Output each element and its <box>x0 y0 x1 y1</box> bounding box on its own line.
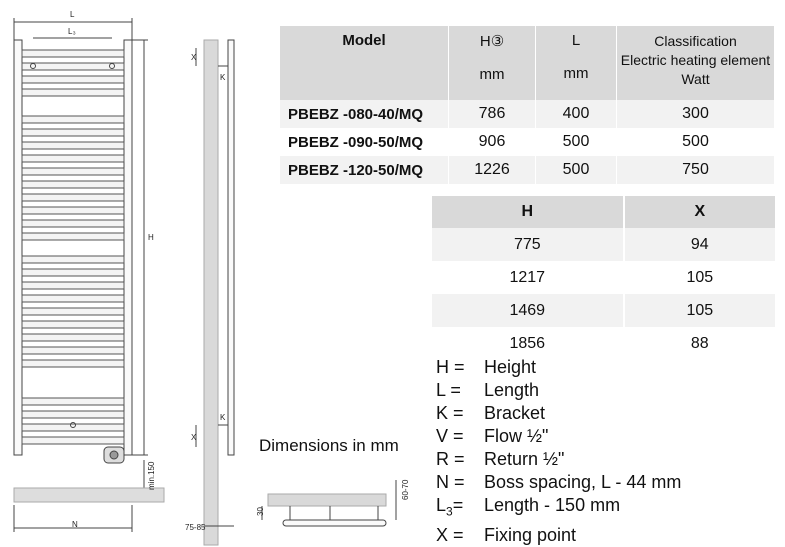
top-view <box>262 480 396 526</box>
legend-key-letter: N <box>436 472 449 492</box>
header-classification-1: Classification <box>654 33 737 49</box>
legend-item <box>436 379 681 402</box>
side-view <box>196 40 234 545</box>
radiator-bar <box>22 129 124 136</box>
radiator-bar <box>22 437 124 444</box>
header-h <box>449 26 536 100</box>
legend-key: H = <box>436 357 465 377</box>
cell-h: 906 <box>449 128 536 156</box>
cell-model: PBEBZ -120-50/MQ <box>280 156 449 184</box>
cell-l: 400 <box>536 100 617 128</box>
cell-x: 105 <box>624 294 776 327</box>
radiator-bar <box>22 181 124 188</box>
legend-key-letter: K <box>436 403 449 423</box>
radiator-bar <box>22 334 124 341</box>
cell-l: 500 <box>536 128 617 156</box>
dim-6070-label: 60-70 <box>401 479 410 500</box>
legend-item <box>436 471 681 494</box>
cell-h: 786 <box>449 100 536 128</box>
cell-h: 1856 <box>432 327 624 360</box>
cell-h: 1469 <box>432 294 624 327</box>
legend-key-letter: X <box>436 524 449 545</box>
radiator-bar <box>22 142 124 149</box>
header-l-unit: mm <box>563 65 589 82</box>
cell-x: 88 <box>624 327 776 360</box>
legend <box>436 356 681 547</box>
legend-key: L = <box>436 380 461 400</box>
legend-key-letter: L <box>436 380 446 400</box>
legend-item <box>436 494 681 524</box>
bracket-K-top-label: K <box>220 73 226 82</box>
legend-key-subscript: 3 <box>446 504 453 519</box>
table-row <box>280 100 775 128</box>
header-x: X <box>624 196 776 228</box>
legend-text: Boss spacing, L - 44 mm <box>484 472 682 492</box>
header-h: H <box>432 196 624 228</box>
dim-X-top-label: X <box>191 53 197 62</box>
radiator-bar <box>22 207 124 214</box>
dim-H-label: H <box>148 233 154 242</box>
header-classification <box>617 26 775 100</box>
legend-text: Fixing point <box>484 524 577 545</box>
legend-item <box>436 524 681 547</box>
header-l-label: L <box>571 32 581 49</box>
legend-text: Return ½" <box>484 449 565 469</box>
cell-watt: 750 <box>617 156 775 184</box>
spec-table <box>280 26 775 184</box>
radiator-bar <box>22 155 124 162</box>
legend-text: Bracket <box>484 403 546 423</box>
legend-key: N = <box>436 472 465 492</box>
radiator-bar <box>22 360 124 367</box>
legend-text: Length <box>484 380 540 400</box>
radiator-bar <box>22 168 124 175</box>
dim-X-bottom-label: X <box>191 433 197 442</box>
dim-30-label: 30 <box>256 507 265 516</box>
radiator-bar <box>22 347 124 354</box>
table-row <box>280 128 775 156</box>
header-classification-2: Electric heating element <box>620 52 771 68</box>
radiator-bar <box>22 220 124 227</box>
table-row <box>280 156 775 184</box>
legend-key: $L_3=$ <box>436 495 464 519</box>
legend-key: R = <box>436 449 465 469</box>
cell-h: 1226 <box>449 156 536 184</box>
legend-item <box>436 425 681 448</box>
dim-N-label: N <box>72 520 78 529</box>
legend-key: K = <box>436 403 464 423</box>
cell-h: 775 <box>432 228 624 261</box>
radiator-bar <box>22 269 124 276</box>
legend-key-letter: V <box>436 426 449 446</box>
legend-key-letter: H <box>436 357 449 377</box>
header-h-unit: mm <box>479 66 505 83</box>
table-row <box>432 294 776 327</box>
header-h-label: H③ <box>479 33 505 50</box>
cell-watt: 500 <box>617 128 775 156</box>
legend-key: X = <box>436 524 464 545</box>
table-row <box>432 228 776 261</box>
radiator-bar <box>22 76 124 83</box>
radiator-bar <box>22 194 124 201</box>
legend-item <box>436 356 681 379</box>
header-classification-3: Watt <box>681 71 710 87</box>
legend-text: Flow ½" <box>484 426 549 446</box>
legend-text: Length - 150 mm <box>484 495 621 515</box>
radiator-bar <box>22 233 124 240</box>
table-row <box>432 261 776 294</box>
radiator-bar <box>22 398 124 405</box>
legend-item <box>436 448 681 471</box>
dim-L3-label: L₃ <box>68 27 76 36</box>
fixing-table <box>432 196 777 360</box>
radiator-bar <box>22 89 124 96</box>
header-model: Model <box>280 26 449 100</box>
legend-item <box>436 402 681 425</box>
dim-min150-label: min.150 <box>147 461 156 490</box>
radiator-bar <box>22 411 124 418</box>
cell-l: 500 <box>536 156 617 184</box>
cell-model: PBEBZ -090-50/MQ <box>280 128 449 156</box>
legend-key: V = <box>436 426 464 446</box>
dimensions-title: Dimensions in mm <box>259 436 399 455</box>
dim-L-label: L <box>70 10 75 19</box>
cell-x: 105 <box>624 261 776 294</box>
radiator-bar <box>22 50 124 57</box>
radiator-bar <box>22 295 124 302</box>
cell-h: 1217 <box>432 261 624 294</box>
legend-key-letter: R <box>436 449 449 469</box>
radiator-bar <box>22 256 124 263</box>
legend-text: Height <box>484 357 537 377</box>
cell-watt: 300 <box>617 100 775 128</box>
front-view <box>14 18 164 532</box>
dim-7585-label: 75-85 <box>185 523 206 532</box>
cell-x: 94 <box>624 228 776 261</box>
legend-key-letter: L <box>436 495 447 515</box>
cell-model: PBEBZ -080-40/MQ <box>280 100 449 128</box>
radiator-bar <box>22 282 124 289</box>
bracket-K-bottom-label: K <box>220 413 226 422</box>
radiator-bar <box>22 63 124 70</box>
header-l <box>536 26 617 100</box>
radiator-bar <box>22 308 124 315</box>
radiator-bar <box>22 321 124 328</box>
radiator-bar <box>22 116 124 123</box>
